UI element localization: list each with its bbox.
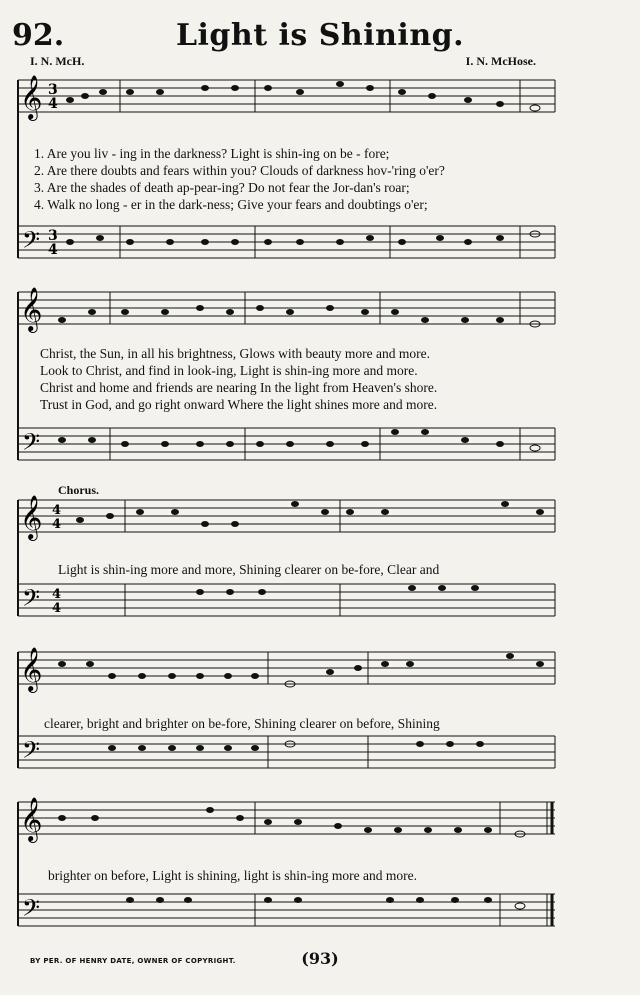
verse-4-line-1: 4. Walk no long - er in the dark-ness; Give your fears and doubtings o'er;	[34, 197, 428, 212]
chorus-line-3: brighter on before, Light is shining, light is shin-ing more and more.	[48, 868, 417, 883]
author-credit: I. N. McHose.	[465, 54, 536, 68]
verse-3-line-1: 3. Are the shades of death ap-pear-ing? Do not fear the Jor-dan's roar;	[34, 180, 410, 195]
bass-clef-icon: 𝄢	[22, 226, 41, 259]
treble-staff-1	[18, 80, 555, 112]
music-system-4	[0, 640, 640, 790]
copyright-note: BY PER. OF HENRY DATE, OWNER OF COPYRIGHT.	[30, 957, 236, 965]
noteheads-3	[76, 501, 544, 595]
svg-text:4: 4	[52, 587, 62, 602]
page-number: (93)	[301, 949, 339, 968]
verse-4-line-2: Trust in God, and go right onward Where the light shines more and more.	[40, 397, 438, 412]
svg-text:3: 3	[48, 82, 58, 98]
svg-text:4: 4	[52, 503, 62, 518]
treble-clef-icon: 𝄞	[20, 797, 43, 841]
svg-text:4: 4	[48, 242, 58, 258]
treble-clef-icon: 𝄞	[20, 495, 43, 539]
chorus-line-2: clearer, bright and brighter on be-fore, Shining clearer on before, Shining	[44, 716, 440, 731]
bass-staff-1	[18, 226, 555, 258]
verse-3-line-2: Christ and home and friends are nearing In the light from Heaven's shore.	[40, 380, 438, 395]
composer-credit: I. N. McH.	[30, 54, 85, 68]
treble-clef-icon: 𝄞	[20, 75, 43, 119]
treble-clef-icon: 𝄞	[20, 647, 43, 691]
verse-2-line-2: Look to Christ, and find in look-ing, Light is shin-ing more and more.	[40, 363, 418, 378]
verse-2-line-1: 2. Are there doubts and fears within you? Clouds of darkness hov-'ring o'er?	[34, 163, 445, 178]
verse-1-line-2: Christ, the Sun, in all his brightness, Glows with beauty more and more.	[40, 346, 430, 361]
svg-text:4: 4	[48, 96, 58, 112]
treble-clef-icon: 𝄞	[20, 287, 43, 331]
chorus-line-1: Light is shin-ing more and more, Shining clearer on be-fore, Clear and	[58, 562, 440, 577]
bass-clef-icon: 𝄢	[22, 894, 41, 927]
bass-clef-icon: 𝄢	[22, 584, 41, 617]
bass-clef-icon: 𝄢	[22, 428, 41, 461]
svg-text:4: 4	[52, 601, 62, 616]
verse-1-line-1: 1. Are you liv - ing in the darkness? Light is shin-ing on be - fore;	[34, 146, 390, 161]
hymn-title: Light is Shining.	[175, 18, 465, 53]
svg-text:4: 4	[52, 517, 62, 532]
bass-clef-icon: 𝄢	[22, 736, 41, 769]
svg-text:3: 3	[48, 228, 58, 244]
hymn-number: 92.	[12, 18, 65, 53]
chorus-label: Chorus.	[58, 483, 100, 497]
